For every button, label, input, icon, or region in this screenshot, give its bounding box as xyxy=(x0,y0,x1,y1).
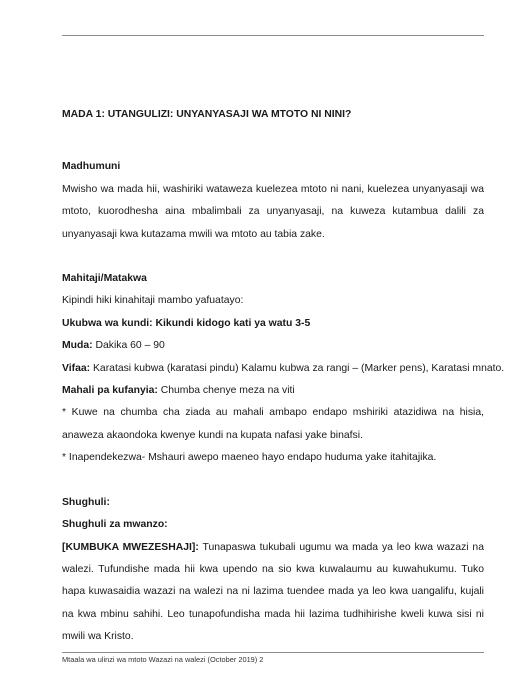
facilitator-reminder xyxy=(62,537,484,649)
materials-line xyxy=(62,358,505,380)
page-footer: Mtaala wa ulinzi wa mtoto Wazazi na walezi (October 2019) 2 xyxy=(62,655,264,664)
header-rule xyxy=(62,35,484,36)
page-heading: MADA 1: UTANGULIZI: UNYANYASAJI WA MTOTO NI NINI? xyxy=(62,109,352,120)
location-value: Chumba chenye meza na viti xyxy=(157,385,295,397)
madhumuni-text: Mwisho wa mada hii, washiriki wataweza kuelezea mtoto ni nani, kuelezea unyanyasaji wa mtoto, kuorodhesha aina mbalimbali za unyanyasaji, na kuweza kutambua dalili za unyanyasaji kwa kutazama mwili wa mtoto au tabia zake. xyxy=(62,183,484,240)
note-extra-room: * Kuwe na chumba cha ziada au mahali ambapo endapo mshiriki atazidiwa na hisia, anaweza akaondoka kwenye kundi na kupata nafasi yake binafsi. xyxy=(62,407,484,441)
reminder-label: [KUMBUKA MWEZESHAJI]: xyxy=(62,541,199,553)
mahitaji-intro: Kipindi hiki kinahitaji mambo yafuatayo: xyxy=(62,295,244,307)
group-size: Ukubwa wa kundi: Kikundi kidogo kati ya watu 3-5 xyxy=(62,317,311,329)
duration-label: Muda: xyxy=(62,340,93,352)
duration-line xyxy=(62,335,484,357)
shughuli-title: Shughuli: xyxy=(62,496,110,508)
location-label: Mahali pa kufanyia: xyxy=(62,385,158,397)
reminder-text: Tunapaswa tukubali ugumu wa mada ya leo kwa wazazi na walezi. Tufundishe mada hii kwa upendo na sio kwa kuwalaumu au kuwahukumu. Tuko hapa kuwasaidia wazazi na walezi na ni lazima tuendee mada ya leo kwa uangalifu, kujali na kwa mbinu sahihi. Leo tunapofundisha mada hii lazima tudhihirishe kweli kuwa sisi ni mwili wa Kristo. xyxy=(62,541,484,643)
duration-value: Dakika 60 – 90 xyxy=(92,340,165,352)
materials-label: Vifaa: xyxy=(62,362,91,374)
footer-rule xyxy=(62,652,484,653)
note-counsellor: * Inapendekezwa- Mshauri awepo maeneo hayo endapo huduma yake itahitajika. xyxy=(62,452,437,464)
mahitaji-title: Mahitaji/Matakwa xyxy=(62,273,147,285)
madhumuni-title: Madhumuni xyxy=(62,161,121,173)
location-line xyxy=(62,380,484,402)
page-content xyxy=(62,104,505,649)
materials-value: Karatasi kubwa (karatasi pindu) Kalamu kubwa za rangi – (Marker pens), Karatasi mnato. xyxy=(90,362,505,374)
shughuli-subtitle: Shughuli za mwanzo: xyxy=(62,519,168,531)
